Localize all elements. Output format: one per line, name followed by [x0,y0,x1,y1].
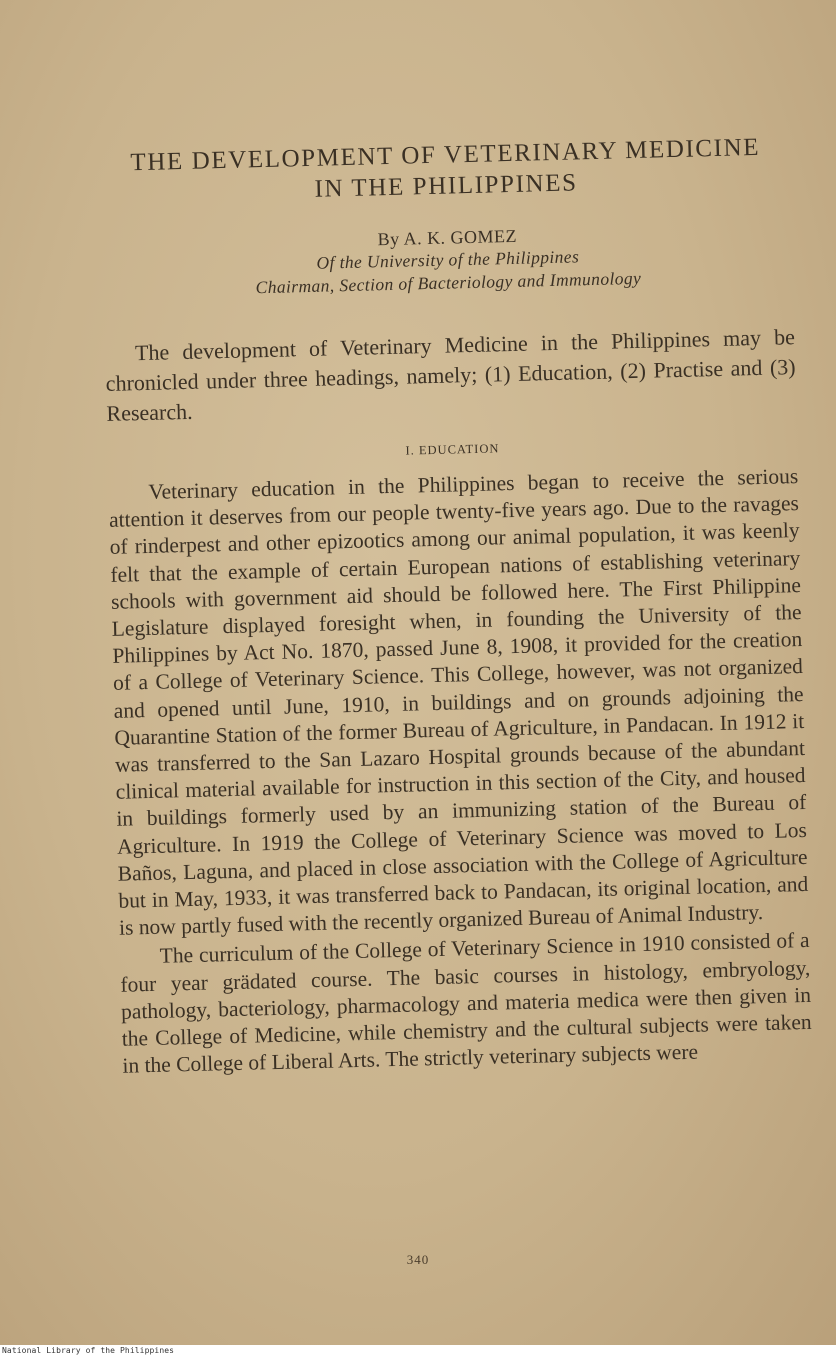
body-paragraph: The curriculum of the College of Veterinary Science in 1910 consisted of a four year grädated course. The basic courses in histology, embryology, pathology, bacteriology, pharmacology and materia medica were then given in the College of Medicine, while chemistry and the cultural subjects were taken in the College of Liberal Arts. The strictly veterinary subjects were [120,928,812,1078]
footer-bar [0,1345,836,1358]
title-line-2: IN THE PHILIPPINES [314,169,578,203]
article-title [100,131,791,210]
article-body [100,131,813,1080]
page-number: 340 [406,1252,430,1267]
author-byline: By A. K. GOMEZ [377,225,518,250]
intro-paragraph: The development of Veterinary Medicine in the Philippines may be chronicled under three headings, namely; (1) Education, (2) Practise and (3) Research. [105,324,796,426]
body-paragraph: Veterinary education in the Philippines began to receive the serious attention it deserves from our people twenty-five years ago. Due to the ravages of rinderpest and other epizootics among our animal population, it was keenly felt that the example of certain European nations of establishing veterinary schools with government aid should be followed here. The First Philippine Legislature displayed foresight when, in founding the University of the Philippines by Act No. 1870, passed June 8, 1908, it provided for the creation of a College of Veterinary Science. This College, however, was not organized and opened until June, 1910, in buildings and on grounds adjoining the Quarantine Station of the former Bureau of Agriculture, in Pandacan. In 1912 it was transferred to the San Lazaro Hospital grounds because of the abundant clinical material available for instruction in this section of the City, and housed in buildings formerly used by an immunizing station of the Bureau of Agriculture. In 1919 the College of Veterinary Science was moved to Los Baños, Laguna, and placed in close association with the College of Agriculture but in May, 1933, it was transferred back to Pandacan, its original location, and is now partly fused with the recently organized Bureau of Animal Industry. [108,464,809,941]
section-heading: I. EDUCATION [405,441,500,458]
affiliation-line-1: Of the University of the Philippines [316,246,580,273]
title-line-1: THE DEVELOPMENT OF VETERINARY MEDICINE [130,133,761,177]
affiliation-line-2: Chairman, Section of Bacteriology and Immunology [255,267,642,298]
footer-credit: National Library of the Philippines [2,1346,175,1355]
